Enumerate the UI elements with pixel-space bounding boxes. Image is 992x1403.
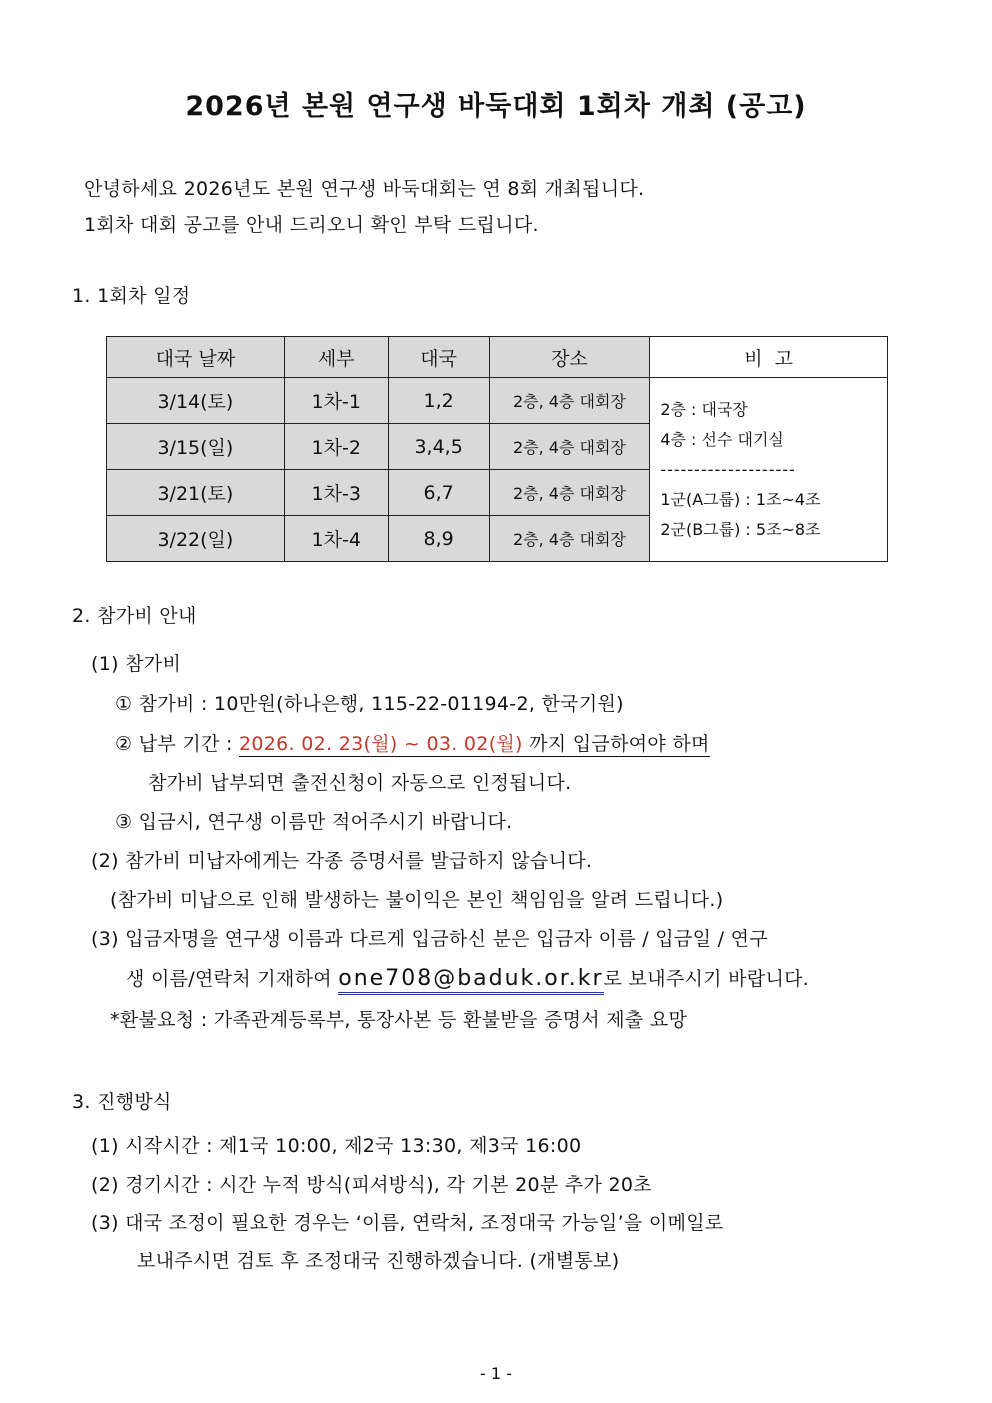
section-1-heading: 1. 1회차 일정 (72, 285, 191, 307)
unpaid-notice: (2) 참가비 미납자에게는 각종 증명서를 발급하지 않습니다. (91, 850, 593, 872)
cell-venue: 2층, 4층 대회장 (489, 516, 650, 562)
adjustment-item-line-2: 보내주시면 검토 후 조정대국 진행하겠습니다. (개별통보) (137, 1250, 620, 1272)
cell-detail: 1차-4 (284, 516, 388, 562)
note-line: 2층 : 대국장 (660, 399, 748, 419)
depositor-notice-line-1: (3) 입금자명을 연구생 이름과 다르게 입금하신 분은 입금자 이름 / 입금일 / 연구 (91, 928, 768, 950)
header-venue: 장소 (489, 337, 650, 378)
fee-item-2-continued: 참가비 납부되면 출전신청이 자동으로 인정됩니다. (148, 772, 572, 794)
header-date: 대국 날짜 (107, 337, 285, 378)
payment-period-dates: 2026. 02. 23(월) ~ 03. 02(월) (239, 733, 523, 755)
cell-date: 3/15(일) (107, 424, 285, 470)
table-header-row (107, 337, 888, 378)
refund-notice: *환불요청 : 가족관계등록부, 통장사본 등 환불받을 증명서 제출 요망 (110, 1009, 688, 1031)
cell-games: 8,9 (388, 516, 489, 562)
intro-line-1: 안녕하세요 2026년도 본원 연구생 바둑대회는 연 8회 개최됩니다. (84, 178, 645, 200)
page-title: 2026년 본원 연구생 바둑대회 1회차 개최 (공고) (185, 91, 807, 122)
fee-item-2 (115, 735, 710, 754)
page-number: - 1 - (480, 1364, 512, 1383)
cell-detail: 1차-3 (284, 470, 388, 516)
note-line: 4층 : 선수 대기실 (660, 429, 784, 449)
header-notes: 비 고 (650, 337, 888, 378)
cell-detail: 1차-1 (284, 378, 388, 424)
cell-date: 3/22(일) (107, 516, 285, 562)
intro-line-2: 1회차 대회 공고를 안내 드리오니 확인 부탁 드립니다. (84, 214, 539, 236)
email-link[interactable]: one708@baduk.or.kr (338, 966, 603, 995)
cell-venue: 2층, 4층 대회장 (489, 378, 650, 424)
payment-period-underline (239, 733, 710, 757)
fee-item-2-suffix: 까지 입금하여야 하며 (522, 733, 710, 755)
schedule-table (106, 336, 888, 562)
cell-date: 3/21(토) (107, 470, 285, 516)
table-row (107, 378, 888, 424)
start-time-item: (1) 시작시간 : 제1국 10:00, 제2국 13:30, 제3국 16:00 (91, 1135, 582, 1157)
cell-games: 3,4,5 (388, 424, 489, 470)
unpaid-notice-detail: (참가비 미납으로 인해 발생하는 불이익은 본인 책임임을 알려 드립니다.) (110, 889, 724, 911)
adjustment-item-line-1: (3) 대국 조정이 필요한 경우는 ‘이름, 연락처, 조정대국 가능일’을 이메일로 (91, 1212, 724, 1234)
section-3-heading: 3. 진행방식 (72, 1091, 172, 1113)
fee-item-2-prefix: ② 납부 기간 : (115, 733, 240, 755)
game-time-item: (2) 경기시간 : 시간 누적 방식(피셔방식), 각 기본 20분 추가 20초 (91, 1174, 652, 1196)
section-2-heading: 2. 참가비 안내 (72, 605, 197, 627)
depositor-notice-prefix: 생 이름/연락처 기재하여 (126, 968, 339, 990)
depositor-notice-line-2 (126, 968, 809, 990)
cell-detail: 1차-2 (284, 424, 388, 470)
header-detail: 세부 (284, 337, 388, 378)
fee-subheading: (1) 참가비 (91, 653, 182, 675)
cell-games: 1,2 (388, 378, 489, 424)
cell-venue: 2층, 4층 대회장 (489, 470, 650, 516)
cell-venue: 2층, 4층 대회장 (489, 424, 650, 470)
notes-cell (650, 378, 888, 562)
note-line: 2군(B그룹) : 5조~8조 (660, 519, 821, 539)
fee-item-3: ③ 입금시, 연구생 이름만 적어주시기 바랍니다. (115, 811, 513, 833)
depositor-notice-suffix: 로 보내주시기 바랍니다. (603, 968, 810, 990)
note-line: 1군(A그룹) : 1조~4조 (660, 489, 821, 509)
note-divider: -------------------- (660, 459, 796, 479)
cell-date: 3/14(토) (107, 378, 285, 424)
fee-item-1: ① 참가비 : 10만원(하나은행, 115-22-01194-2, 한국기원) (115, 693, 624, 715)
header-games: 대국 (388, 337, 489, 378)
cell-games: 6,7 (388, 470, 489, 516)
